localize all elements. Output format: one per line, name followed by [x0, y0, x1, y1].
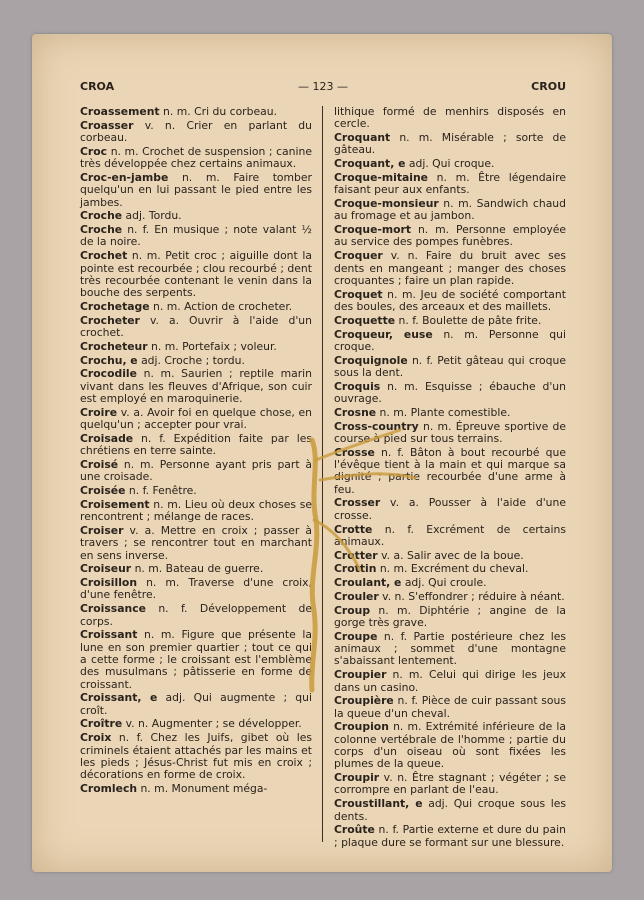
entry-term: Croulant, e — [334, 576, 402, 590]
entry-definition: n. m. Plante comestible. — [379, 405, 511, 419]
entry-term: Croasser — [80, 118, 134, 132]
entry-term: Crotte — [334, 522, 373, 536]
entry-definition: n. m. Celui qui dirige les jeux dans un casino. — [334, 668, 567, 694]
page-number: — 123 — — [298, 80, 348, 93]
dictionary-entry — [334, 198, 566, 223]
entry-term: Croc-en-jambe — [80, 170, 169, 184]
entry-definition: n. f. Excrément de certains animaux. — [334, 522, 566, 548]
dictionary-entry — [334, 798, 566, 823]
entry-term: Crosne — [334, 405, 377, 419]
entry-term: Crottin — [334, 562, 377, 576]
entry-term: Crouler — [334, 589, 379, 603]
right-column — [334, 106, 566, 850]
entry-definition: n. m. Personne employée au service des pompes funèbres. — [334, 223, 566, 249]
entry-term: Crochet — [80, 249, 128, 263]
entry-definition: n. m. Extrémité inférieure de la colonne vertébrale de l'homme ; partie du corps d'un oiseau où sont fixées les plumes de la queue. — [334, 720, 566, 771]
entry-term: Croqueur, euse — [334, 327, 433, 341]
entry-term: Crosse — [334, 445, 375, 459]
entry-term: Croiser — [80, 524, 124, 537]
entry-definition: n. m. Diphtérie ; angine de la gorge très grave. — [334, 603, 566, 630]
entry-definition: v. a. Salir avec de la boue. — [381, 548, 524, 562]
dictionary-entry — [80, 355, 312, 367]
dictionary-entry — [80, 732, 312, 781]
header-first-word: CROA — [80, 80, 115, 93]
entry-term: Croupier — [334, 668, 387, 682]
entry-definition: n. f. Partie postérieure chez les animaux ; sommet d'une montagne s'abaissant lentement. — [334, 629, 566, 668]
entry-definition: adj. Qui croque. — [408, 157, 495, 171]
dictionary-entry — [334, 421, 566, 446]
entry-definition: n. m. Lieu où deux choses se rencontrent ; mélange de races. — [80, 497, 312, 524]
dictionary-entry — [334, 631, 566, 668]
dictionary-entry — [80, 459, 312, 484]
entry-term: Croix — [80, 731, 112, 745]
dictionary-entry — [334, 550, 566, 562]
entry-term: Croisade — [80, 431, 134, 445]
entry-definition: v. a. Mettre en croix ; passer à travers ; se rencontrer tout en marchant en sens inverse. — [80, 524, 313, 562]
entry-term: Crotter — [334, 548, 378, 562]
dictionary-entry — [334, 497, 566, 522]
entry-term: Croître — [80, 717, 123, 731]
entry-term: Croûte — [334, 823, 375, 837]
entry-definition: adj. Croche ; tordu. — [141, 353, 245, 367]
entry-definition: n. f. Chez les Juifs, gibet où les criminels étaient attachés par les mains et les pieds ; Jésus-Christ fut mis en croix ; décorations en forme de croix. — [80, 731, 313, 782]
entry-definition: v. a. Pousser à l'aide d'une crosse. — [334, 496, 566, 522]
dictionary-entry — [334, 407, 566, 419]
entry-term: Cromlech — [80, 781, 138, 795]
entry-definition: n. m. Misérable ; sorte de gâteau. — [334, 131, 566, 157]
entry-term: Croup — [334, 603, 371, 617]
entry-definition: adj. Qui augmente ; qui croît. — [80, 691, 312, 717]
dictionary-entry — [80, 146, 312, 171]
entry-term: Croire — [80, 405, 118, 419]
entry-term: Crosser — [334, 496, 381, 510]
dictionary-entry — [334, 158, 566, 170]
entry-definition: n. m. Action de crocheter. — [153, 299, 293, 313]
entry-definition: n. m. Monument méga- — [140, 781, 268, 795]
dictionary-entry — [80, 224, 312, 249]
dictionary-entry — [80, 629, 312, 690]
dictionary-entry — [334, 315, 566, 327]
dictionary-entry — [334, 772, 566, 797]
entry-term: Croisement — [80, 497, 150, 511]
entry-term: Crocheteur — [80, 339, 148, 353]
dictionary-entry — [80, 172, 312, 209]
entry-definition: n. f. Petit gâteau qui croque sous la dent. — [334, 353, 567, 379]
entry-term: Croche — [80, 223, 123, 237]
entry-definition: n. m. Petit croc ; aiguille dont la pointe est recourbée ; clou recourbé ; dent très recourbée contenant le venin dans la bouche des serpents. — [80, 249, 312, 300]
entry-term: Croustillant, e — [334, 797, 423, 811]
dictionary-entry — [334, 721, 566, 770]
entry-term: Crochetage — [80, 299, 150, 313]
dictionary-entry — [334, 329, 566, 354]
entry-term: Croche — [80, 209, 123, 223]
entry-term: Croquant, e — [334, 157, 406, 171]
entry-definition: v. n. Être stagnant ; végéter ; se corrompre en parlant de l'eau. — [334, 771, 566, 797]
entry-definition: v. n. Crier en parlant du corbeau. — [80, 118, 312, 145]
entry-definition: n. m. Excrément du cheval. — [379, 562, 529, 576]
dictionary-entry — [334, 591, 566, 603]
dictionary-entry — [80, 106, 312, 118]
entry-definition: n. m. Portefaix ; voleur. — [151, 339, 277, 353]
entry-definition: n. f. Boulette de pâte frite. — [398, 313, 542, 327]
column-divider — [322, 106, 323, 842]
entry-definition: n. m. Jeu de société comportant des boules, des arceaux et des maillets. — [334, 287, 566, 313]
entry-definition: n. f. Expédition faite par les chrétiens en terre sainte. — [80, 431, 312, 458]
left-column — [80, 106, 312, 797]
dictionary-entry — [334, 132, 566, 157]
page-header — [80, 80, 566, 96]
entry-definition: v. a. Ouvrir à l'aide d'un crochet. — [80, 313, 312, 340]
dictionary-entry — [334, 250, 566, 287]
entry-term: Croisillon — [80, 576, 137, 590]
entry-term: Croquette — [334, 313, 396, 327]
entry-definition: n. m. Sandwich chaud au fromage et au jambon. — [334, 197, 567, 223]
dictionary-entry — [80, 499, 312, 524]
dictionary-entry — [80, 718, 312, 730]
entry-definition: n. m. Épreuve sportive de course à pied sur tous terrains. — [334, 419, 566, 445]
dictionary-entry — [334, 577, 566, 589]
entry-definition: lithique formé de menhirs disposés en cercle. — [334, 105, 566, 131]
entry-definition: v. n. Faire du bruit avec ses dents en mangeant ; manger des choses croquantes ; faire un plan rapide. — [334, 249, 566, 287]
entry-term: Crocheter — [80, 313, 140, 327]
entry-term: Croupir — [334, 771, 380, 785]
entry-term: Croque-mort — [334, 223, 412, 237]
entry-definition: n. m. Bateau de guerre. — [134, 562, 264, 576]
dictionary-entry — [80, 783, 312, 795]
entry-term: Crocodile — [80, 367, 137, 381]
dictionary-entry — [334, 605, 566, 630]
entry-term: Croiseur — [80, 562, 132, 576]
dictionary-entry — [80, 250, 312, 299]
entry-term: Croisée — [80, 484, 126, 498]
dictionary-entry — [80, 210, 312, 222]
dictionary-entry — [80, 301, 312, 313]
dictionary-entry — [80, 692, 312, 717]
dictionary-entry — [334, 106, 566, 131]
entry-term: Crochu, e — [80, 353, 138, 367]
dictionary-entry — [80, 525, 312, 562]
dictionary-entry — [80, 120, 312, 145]
entry-definition: adj. Qui croule. — [404, 576, 487, 590]
entry-definition: n. m. Personne ayant pris part à une croisade. — [80, 458, 312, 484]
entry-term: Croisé — [80, 458, 119, 472]
entry-term: Croupière — [334, 694, 394, 708]
entry-term: Croupe — [334, 629, 378, 643]
dictionary-entry — [80, 433, 312, 458]
entry-definition: adj. Qui croque sous les dents. — [334, 797, 567, 823]
entry-definition: n. m. Crochet de suspension ; canine très développée chez certains animaux. — [80, 144, 313, 171]
entry-term: Croissant — [80, 628, 138, 642]
dictionary-entry — [80, 368, 312, 405]
dictionary-entry — [334, 289, 566, 314]
entry-term: Croc — [80, 144, 108, 158]
dictionary-entry — [80, 407, 312, 432]
dictionary-entry — [80, 485, 312, 497]
dictionary-entry — [334, 224, 566, 249]
entry-term: Croquis — [334, 379, 381, 393]
dictionary-entry — [80, 563, 312, 575]
entry-definition: n. m. Esquisse ; ébauche d'un ouvrage. — [334, 379, 566, 406]
entry-definition: n. m. Figure que présente la lune en son premier quartier ; tout ce qui a cette forme ; le croissant est l'emblème des musulmans ; pâtisserie en forme de croissant. — [80, 628, 312, 691]
entry-term: Cross-country — [334, 419, 419, 433]
entry-term: Croissance — [80, 602, 146, 616]
entry-term: Croupion — [334, 720, 389, 734]
entry-term: Croque-mitaine — [334, 170, 428, 184]
dictionary-entry — [334, 524, 566, 549]
dictionary-entry — [334, 355, 566, 380]
entry-definition: n. m. Personne qui croque. — [334, 327, 567, 353]
dictionary-entry — [80, 577, 312, 602]
entry-definition: n. f. Pièce de cuir passant sous la queue d'un cheval. — [334, 694, 566, 720]
dictionary-entry — [80, 603, 312, 628]
entry-definition: v. a. Avoir foi en quelque chose, en quelqu'un ; accepter pour vrai. — [80, 405, 312, 432]
entry-term: Croassement — [80, 105, 160, 118]
entry-term: Croquant — [334, 131, 391, 145]
dictionary-entry — [334, 563, 566, 575]
entry-definition: n. m. Faire tomber quelqu'un en lui passant le pied entre les jambes. — [80, 170, 312, 209]
dictionary-entry — [334, 447, 566, 496]
entry-definition: n. f. Partie externe et dure du pain ; plaque dure se formant sur une blessure. — [334, 823, 566, 849]
header-last-word: CROU — [531, 80, 566, 93]
entry-definition: n. m. Cri du corbeau. — [163, 105, 277, 118]
entry-term: Croquet — [334, 287, 383, 301]
entry-term: Croque-monsieur — [334, 197, 439, 211]
entry-definition: v. n. Augmenter ; se développer. — [125, 717, 302, 731]
entry-term: Croquignole — [334, 353, 408, 367]
entry-definition: n. f. Bâton à bout recourbé que l'évêque tient à la main et qui marque sa dignité ; partie recourbée d'une arme à feu. — [334, 445, 566, 496]
entry-term: Croquer — [334, 249, 383, 263]
dictionary-entry — [80, 341, 312, 353]
entry-definition: n. m. Traverse d'une croix, d'une fenêtre. — [80, 576, 312, 602]
dictionary-entry — [334, 824, 566, 849]
dictionary-entry — [334, 695, 566, 720]
entry-term: Croissant, e — [80, 691, 158, 705]
dictionary-entry — [334, 172, 566, 197]
entry-definition: n. f. Développement de corps. — [80, 602, 312, 628]
entry-definition: adj. Tordu. — [125, 209, 182, 223]
entry-definition: n. f. Fenêtre. — [128, 484, 197, 498]
entry-definition: n. m. Être légendaire faisant peur aux enfants. — [334, 170, 567, 197]
dictionary-entry — [334, 669, 566, 694]
entry-definition: n. f. En musique ; note valant ½ de la noire. — [80, 223, 312, 249]
dictionary-entry — [80, 315, 312, 340]
dictionary-entry — [334, 381, 566, 406]
entry-definition: v. n. S'effondrer ; réduire à néant. — [382, 589, 565, 603]
entry-definition: n. m. Saurien ; reptile marin vivant dans les fleuves d'Afrique, son cuir est employé en maroquinerie. — [80, 367, 313, 406]
